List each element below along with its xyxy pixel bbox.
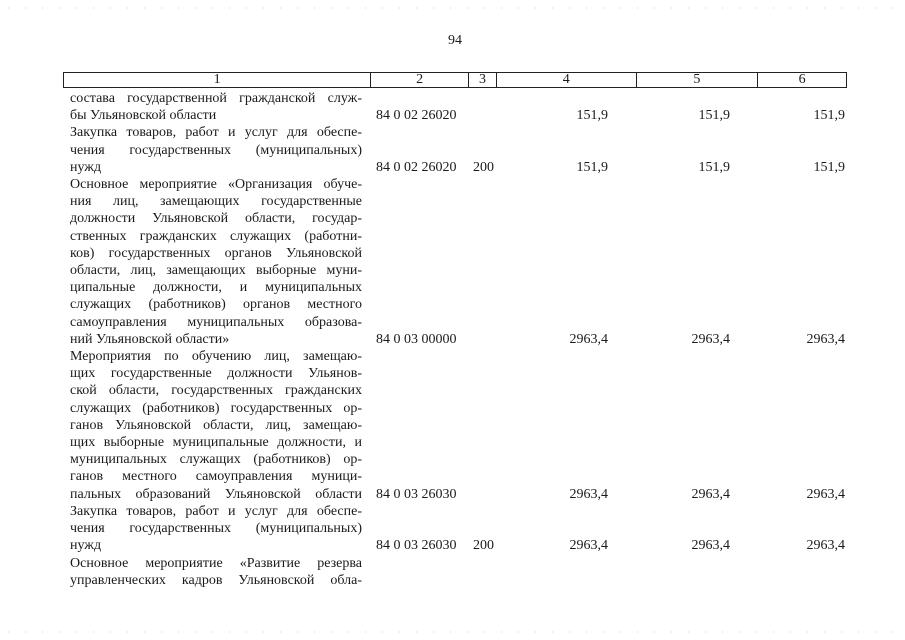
description-line: ков) государственных органов Ульяновской [70,245,362,261]
description-line: Основное мероприятие «Организация обуче- [70,177,362,192]
row-description [70,503,362,555]
scan-artifact-bottom [0,630,905,634]
row-expense-type: 200 [473,538,494,554]
row-description [70,176,362,348]
row-description [70,348,362,503]
row-value-col5: 151,9 [698,159,730,175]
description-line: ственных гражданских служащих (работни- [70,228,362,244]
description-line: самоуправления муниципальных образова- [70,314,362,330]
description-line: пальных образований Ульяновской области [70,486,362,502]
header-col-1: 1 [64,73,371,87]
header-col-3: 3 [469,73,497,87]
description-line: ния лиц, замещающих государственные [70,194,362,210]
table-header [63,72,847,88]
row-value-col4: 151,9 [576,159,608,175]
row-code: 84 0 02 26020 [376,159,457,175]
row-description [70,124,362,176]
description-line: Мероприятия по обучению лиц, замещаю- [70,349,362,364]
description-line: Закупка товаров, работ и услуг для обеспе- [70,125,362,141]
row-description [70,555,362,589]
description-line: Основное мероприятие «Развитие резерва [70,556,362,571]
row-value-col4: 2963,4 [569,538,608,554]
description-line: управленческих кадров Ульяновской обла- [70,573,362,589]
row-code: 84 0 03 00000 [376,331,457,347]
description-line: области, лиц, замещающих выборные муни- [70,263,362,279]
row-value-col5: 151,9 [698,108,730,124]
description-line: чения государственных (муниципальных) [70,521,362,537]
description-line: Закупка товаров, работ и услуг для обеспе- [70,504,362,519]
row-value-col4: 151,9 [576,108,608,124]
description-line: служащих (работников) органов местного [70,297,362,313]
description-line: щих выборные муниципальные должности, и [70,435,362,451]
row-value-col6: 2963,4 [806,486,845,502]
header-col-2: 2 [371,73,469,87]
row-description [70,90,362,124]
row-value-col5: 2963,4 [691,486,730,502]
description-line: ципальные должности, и муниципальных [70,280,362,296]
scan-artifact-top [0,6,905,10]
row-value-col4: 2963,4 [569,486,608,502]
header-col-5: 5 [637,73,759,87]
description-line: муниципальных служащих (работников) ор- [70,452,362,468]
description-line: нужд [70,538,102,554]
row-value-col5: 2963,4 [691,538,730,554]
description-line: ний Ульяновской области» [70,331,230,347]
row-code: 84 0 03 26030 [376,486,457,502]
description-line: ганов местного самоуправления муници- [70,469,362,485]
description-line: ской области, государственных гражданских [70,383,362,399]
description-line: нужд [70,159,102,175]
row-value-col5: 2963,4 [691,331,730,347]
row-value-col6: 151,9 [813,108,845,124]
row-expense-type: 200 [473,159,494,175]
description-line: ганов Ульяновской области, лиц, замещаю- [70,417,362,433]
description-line: бы Ульяновской области [70,108,217,124]
header-col-6: 6 [798,72,806,87]
row-value-col6: 2963,4 [806,538,845,554]
header-col-4: 4 [497,73,637,87]
description-line: состава государственной гражданской служ- [70,91,362,106]
row-value-col4: 2963,4 [569,331,608,347]
row-code: 84 0 02 26020 [376,108,457,124]
row-value-col6: 2963,4 [806,331,845,347]
row-value-col6: 151,9 [813,159,845,175]
description-line: щих государственные должности Ульянов- [70,366,362,382]
description-line: чения государственных (муниципальных) [70,142,362,158]
page-number: 94 [448,33,462,48]
row-code: 84 0 03 26030 [376,538,457,554]
description-line: служащих (работников) государственных ор- [70,400,362,416]
description-line: должности Ульяновской области, государ- [70,211,362,227]
